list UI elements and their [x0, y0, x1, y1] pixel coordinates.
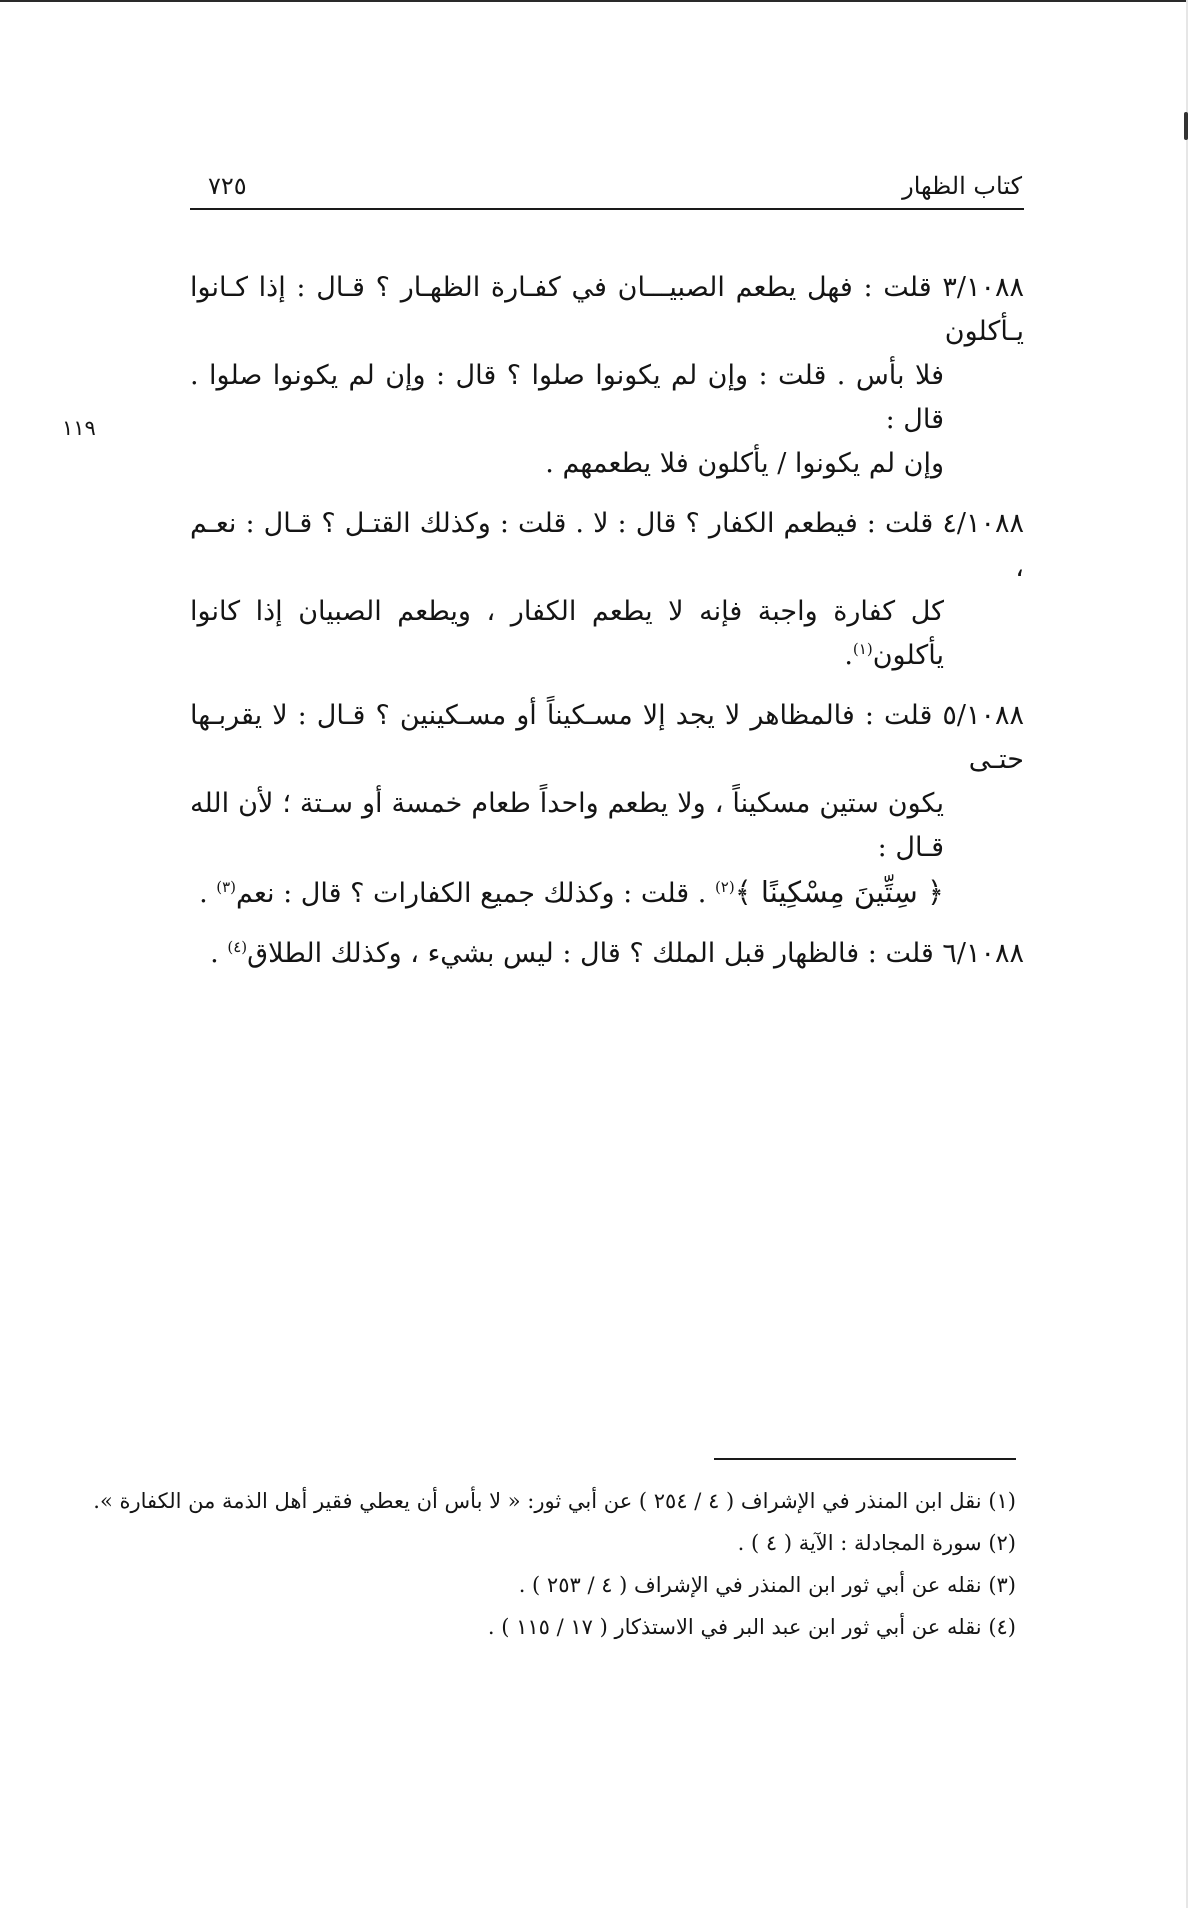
scan-top-border [0, 0, 1188, 2]
scan-ink-mark [1184, 112, 1188, 140]
entry-line-text: ٦/١٠٨٨ قلت : فالظهار قبل الملك ؟ قال : ليس بشيء ، وكذلك الطلاق [247, 938, 1024, 969]
entry-1088-3 [190, 266, 1024, 486]
line-end: . [844, 640, 853, 671]
entry-line-text: كل كفارة واجبة فإنه لا يطعم الكفار ، ويطعم الصبيان إذا كانوا يأكلون [190, 596, 944, 671]
entry-first-line: ٥/١٠٨٨ قلت : فالمظاهر لا يجد إلا مسـكيناً أو مسـكينين ؟ قـال : لا يقربـها حتـى [190, 700, 1025, 775]
footnote-marker[interactable]: (٤) [227, 938, 248, 956]
footnote-marker[interactable]: (١) [852, 640, 873, 658]
quran-verse: ﴿ سِتِّينَ مِسْكِينًا ﴾ [734, 875, 944, 909]
entry-first-line: ٣/١٠٨٨ قلت : فهل يطعم الصبيـــان في كفـارة الظهـار ؟ قـال : إذا كـانوا يـأكلون [190, 272, 1024, 347]
footnote-4: (٤) نقله عن أبي ثور ابن عبد البر في الاستذكار ( ١٧ / ١١٥ ) . [487, 1615, 1016, 1639]
manuscript-folio-number: ١١٩ [62, 416, 96, 440]
footnote-3: (٣) نقله عن أبي ثور ابن المنذر في الإشراف ( ٤ / ٢٥٣ ) . [518, 1573, 1016, 1597]
entry-line-text: . قلت : وكذلك جميع الكفارات ؟ قال : نعم [236, 878, 707, 909]
main-text [190, 266, 1024, 992]
footnote-list [93, 1480, 1016, 1648]
entry-line: فلا بأس . قلت : وإن لم يكونوا صلوا ؟ قال : وإن لم يكونوا صلوا . قال : [190, 360, 944, 435]
entry-1088-5 [190, 694, 1024, 916]
entry-line [190, 590, 1024, 678]
entry-1088-6 [190, 932, 1024, 976]
entry-line [190, 870, 1024, 916]
running-header [190, 168, 1024, 210]
entry-first-line: ٤/١٠٨٨ قلت : فيطعم الكفار ؟ قال : لا . قلت : وكذلك القتـل ؟ قـال : نعـم ، [190, 508, 1024, 583]
book-title: كتاب الظهار [902, 172, 1022, 200]
footnote-2: (٢) سورة المجادلة : الآية ( ٤ ) . [737, 1531, 1016, 1555]
page-number: ٧٢٥ [208, 172, 247, 200]
footnote-1: (١) نقل ابن المنذر في الإشراف ( ٤ / ٢٥٤ ) عن أبي ثور: « لا بأس أن يعطي فقير أهل الذمة من الكفارة ». [93, 1489, 1016, 1513]
entry-first-line [190, 932, 1024, 976]
line-end: . [199, 878, 208, 909]
footnote-marker[interactable]: (٢) [714, 878, 735, 896]
entry-line: وإن لم يكونوا / يأكلون فلا يطعمهم . [545, 448, 944, 479]
line-end: . [210, 938, 219, 969]
entry-1088-4 [190, 502, 1024, 678]
footnote-marker[interactable]: (٣) [216, 878, 237, 896]
footnote-separator [714, 1458, 1016, 1460]
entry-line: يكون ستين مسكيناً ، ولا يطعم واحداً طعام خمسة أو سـتة ؛ لأن الله قـال : [190, 788, 944, 863]
